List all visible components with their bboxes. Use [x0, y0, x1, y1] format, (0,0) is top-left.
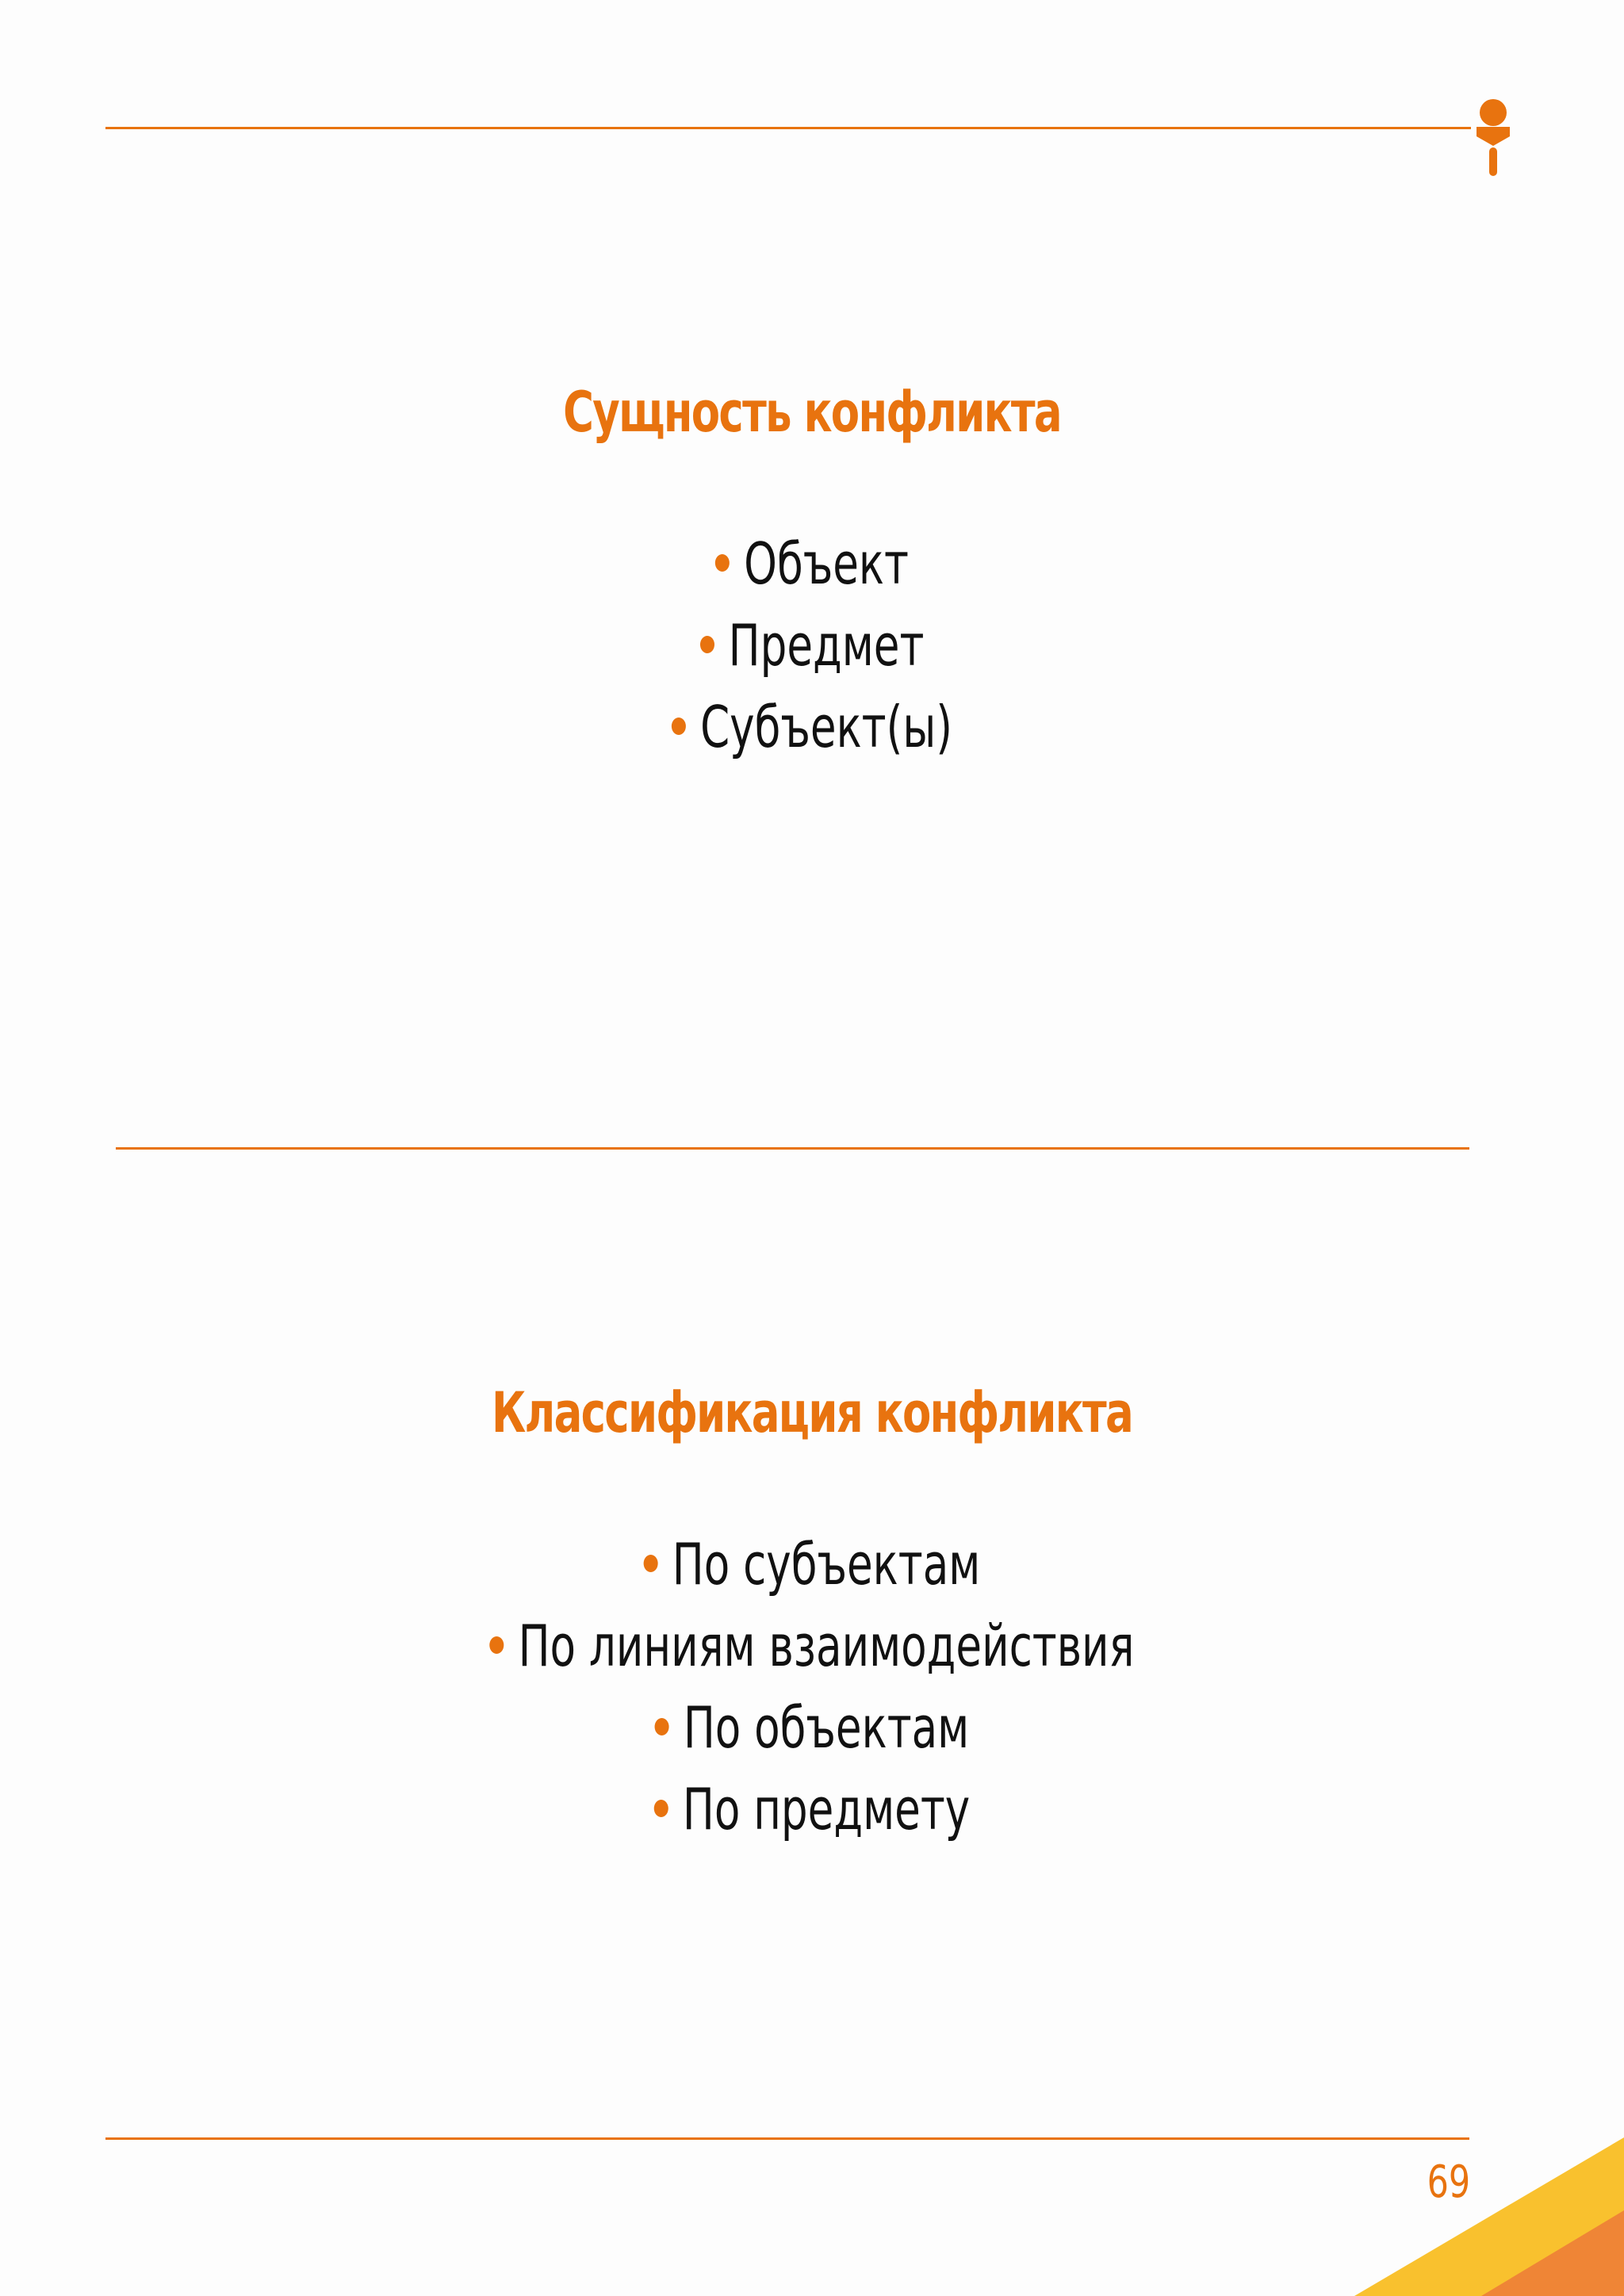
bullet-dot-icon [672, 718, 686, 735]
bottom-divider [105, 2137, 1469, 2140]
person-figure-icon [1475, 98, 1511, 178]
bullet-dot-icon [715, 554, 730, 572]
list-item-label: Предмет [728, 612, 925, 679]
list-item [146, 1687, 1477, 1769]
list-item-label: Объект [744, 530, 909, 597]
classification-section [0, 1373, 1624, 1850]
list-item-label: По предмету [682, 1776, 971, 1843]
list-item-label: По субъектам [672, 1531, 981, 1598]
bullet-dot-icon [700, 636, 714, 653]
list-item-label: По объектам [683, 1694, 970, 1761]
list-item-label: По линиям взаимодействия [518, 1613, 1135, 1679]
list-item [146, 1605, 1477, 1687]
essence-section [0, 373, 1624, 768]
bullet-dot-icon [490, 1636, 504, 1654]
list-item-label: Субъект(ы) [700, 694, 952, 760]
bullet-dot-icon [654, 1800, 668, 1817]
list-item [146, 605, 1477, 687]
bullet-dot-icon [644, 1555, 658, 1572]
list-item [146, 1769, 1477, 1850]
page-number: 69 [1427, 2156, 1470, 2208]
essence-title: Сущность конфликта [563, 380, 1061, 445]
top-divider [105, 127, 1471, 129]
middle-divider [116, 1147, 1469, 1150]
essence-list [0, 523, 1624, 768]
list-item [146, 687, 1477, 768]
classification-title: Классификация конфликта [491, 1380, 1133, 1445]
corner-decoration [1354, 2137, 1624, 2296]
bullet-dot-icon [655, 1718, 669, 1735]
list-item [146, 1524, 1477, 1605]
classification-list [0, 1524, 1624, 1850]
list-item [146, 523, 1477, 605]
